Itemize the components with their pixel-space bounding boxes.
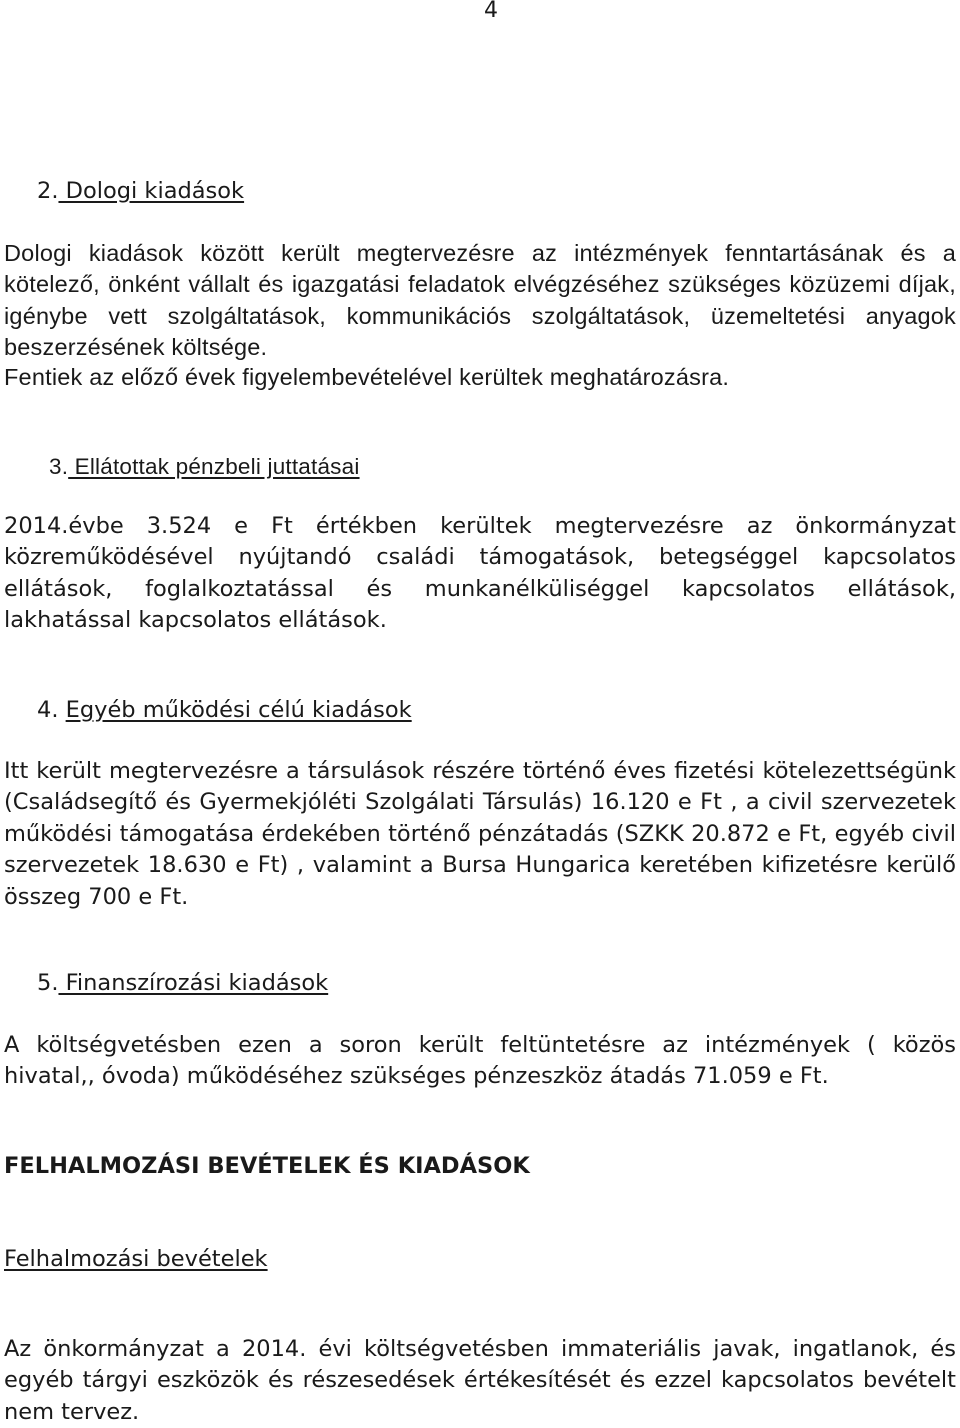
paragraph-ellatottak-1: 2014.évbe 3.524 e Ft értékben kerültek megtervezésre az önkormányzat közreműködésével nyújtandó családi támogatások, betegséggel kapcsolatos ellátások, foglalkoztatással és munkanélküliséggel kapcsolatos ellátások, lakhatással kapcsolatos ellátások. [4, 513, 956, 634]
section-number: 3. [49, 454, 69, 479]
paragraph-dologi-1: Dologi kiadások között került megtervezésre az intézmények fenntartásának és a kötelező, önként vállalt és igazgatási feladatok elvégzéséhez szükséges közüzemi díjak, igénybe vett szolgáltatások, kommunikációs szolgáltatások, üzemeltetési anyagok beszerzésének költsége. [4, 240, 956, 361]
section-heading-dologi [37, 176, 244, 206]
paragraph-dologi-2: Fentiek az előző évek figyelembevételével kerültek meghatározásra. [4, 364, 730, 390]
section-number: 5. [37, 970, 59, 996]
paragraph-egyeb-1: Itt került megtervezésre a társulások részére történő éves fizetési kötelezettségünk (Családsegítő és Gyermekjóléti Szolgálati Társulás) 16.120 e Ft , a civil szervezetek működési támogatása érdekében történő pénzátadás (SZKK 20.872 e Ft, egyéb civil szervezetek 18.630 e Ft) , valamint a Bursa Hungarica keretében kifizetésre kerülő összeg 700 e Ft. [4, 758, 956, 910]
section-title: Dologi kiadások [58, 178, 245, 204]
section-title: Finanszírozási kiadások [58, 970, 329, 996]
paragraph-finanszirozasi-1: A költségvetésben ezen a soron került feltüntetésre az intézmények ( közös hivatal,, óvoda) működéséhez szükséges pénzeszköz átadás 71.059 e Ft. [4, 1032, 956, 1090]
section-heading-ellatottak [49, 452, 360, 482]
main-heading-felhalmozasi: FELHALMOZÁSI BEVÉTELEK ÉS KIADÁSOK [4, 1153, 530, 1179]
section-title: Egyéb működési célú kiadások [65, 697, 412, 723]
section-number: 2. [37, 178, 59, 204]
paragraph-felhalmozasi-1: Az önkormányzat a 2014. évi költségvetésben immateriális javak, ingatlanok, és egyéb tárgyi eszközök és részesedések értékesítését és ezzel kapcsolatos bevételt nem tervez. [4, 1336, 956, 1425]
section-heading-egyeb [37, 695, 412, 725]
section-number: 4. [37, 697, 59, 723]
page-number: 4 [484, 0, 498, 23]
subheading-felhalmozasi-bevetelek [4, 1244, 268, 1274]
subheading-title: Felhalmozási bevételek [4, 1246, 268, 1272]
section-title: Ellátottak pénzbeli juttatásai [68, 454, 360, 479]
section-heading-finanszirozasi [37, 968, 328, 998]
